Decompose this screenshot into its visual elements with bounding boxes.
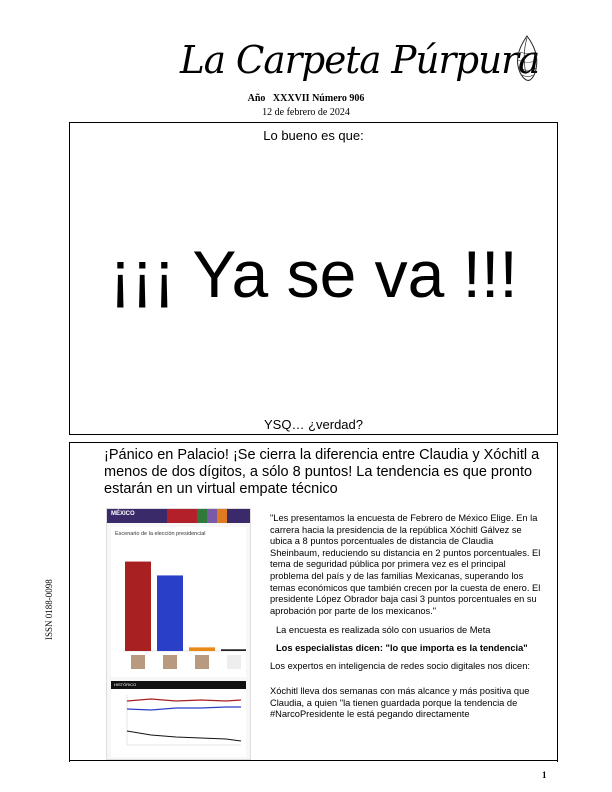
article-body — [270, 513, 542, 727]
issue-date: 12 de febrero de 2024 — [262, 107, 350, 118]
issn: ISSN 0188-0098 — [44, 579, 54, 640]
history-line-blue — [127, 707, 241, 710]
screenshot-card — [111, 527, 246, 677]
chart-bar-3 — [189, 647, 215, 651]
issue-number: XXXVII Número 906 — [272, 93, 365, 104]
screenshot-card-title: Escenario de la elección presidencial — [115, 531, 206, 537]
masthead-title: La Carpeta Púrpura — [180, 38, 540, 82]
box-main-text: ¡¡¡ Ya se va !!! — [109, 237, 518, 311]
screenshot-header — [107, 509, 250, 523]
issue-line — [0, 93, 612, 104]
screenshot-brand: MÉXICO — [111, 511, 135, 517]
poll-bar-chart — [111, 541, 246, 675]
history-header — [111, 681, 246, 689]
article-paragraph-3: Los especialistas dicen: "lo que importa es la tendencia" — [276, 642, 528, 653]
shell-logo-icon — [512, 34, 542, 84]
box-bottom-text: YSQ… ¿verdad? — [264, 417, 363, 432]
article-paragraph-1: "Les presentamos la encuesta de Febrero de México Elige. En la carrera hacia la presidencia de la república Xóchitl Gálvez se ubica a 8 puntos porcentuales de distancia de Claudia Sheinbaum, reduciendo su distancia en 2 puntos porcentuales. El tema de seguridad pública por primera vez es el principal problema del país y de las familias Mexicanas, superando los temas económicos que también crecen por la cuesta de enero. El presidente López Obrador baja casi 3 puntos porcentuales en su aprobación por parte de los mexicanos." — [270, 513, 541, 616]
headline-box — [69, 122, 558, 435]
page-number: 1 — [542, 770, 547, 780]
footer-rule — [69, 760, 558, 761]
article-box — [69, 442, 558, 762]
history-line-chart — [111, 691, 246, 755]
article-paragraph-4: Los expertos en inteligencia de redes socio digitales nos dicen: — [270, 660, 530, 671]
history-label: HISTÓRICO — [114, 682, 137, 687]
poll-screenshot — [106, 508, 251, 760]
history-line-black — [127, 731, 241, 741]
article-headline: ¡Pánico en Palacio! ¡Se cierra la diferencia entre Claudia y Xóchitl a menos de dos dígitos, a sólo 8 puntos! La tendencia es que pronto estarán en un virtual empate técnico — [104, 447, 540, 497]
chart-bar-1 — [125, 562, 151, 651]
article-paragraph-5: Xóchitl lleva dos semanas con más alcance y más positiva que Claudia, a quien "la tienen guardada porque la tendencia de #NarcoPresidente le está pegando directamente — [270, 686, 530, 720]
candidate-avatar-1 — [131, 655, 145, 669]
box-top-text: Lo bueno es que: — [263, 128, 364, 143]
chart-bar-4 — [221, 649, 246, 651]
candidate-avatar-2 — [163, 655, 177, 669]
history-panel — [111, 681, 246, 757]
candidate-avatar-4 — [227, 655, 241, 669]
candidate-avatar-3 — [195, 655, 209, 669]
article-paragraph-2: La encuesta es realizada sólo con usuarios de Meta — [276, 625, 491, 636]
issue-label: Año — [247, 93, 266, 104]
history-line-red — [127, 699, 241, 701]
chart-bar-2 — [157, 575, 183, 651]
masthead — [180, 38, 540, 88]
